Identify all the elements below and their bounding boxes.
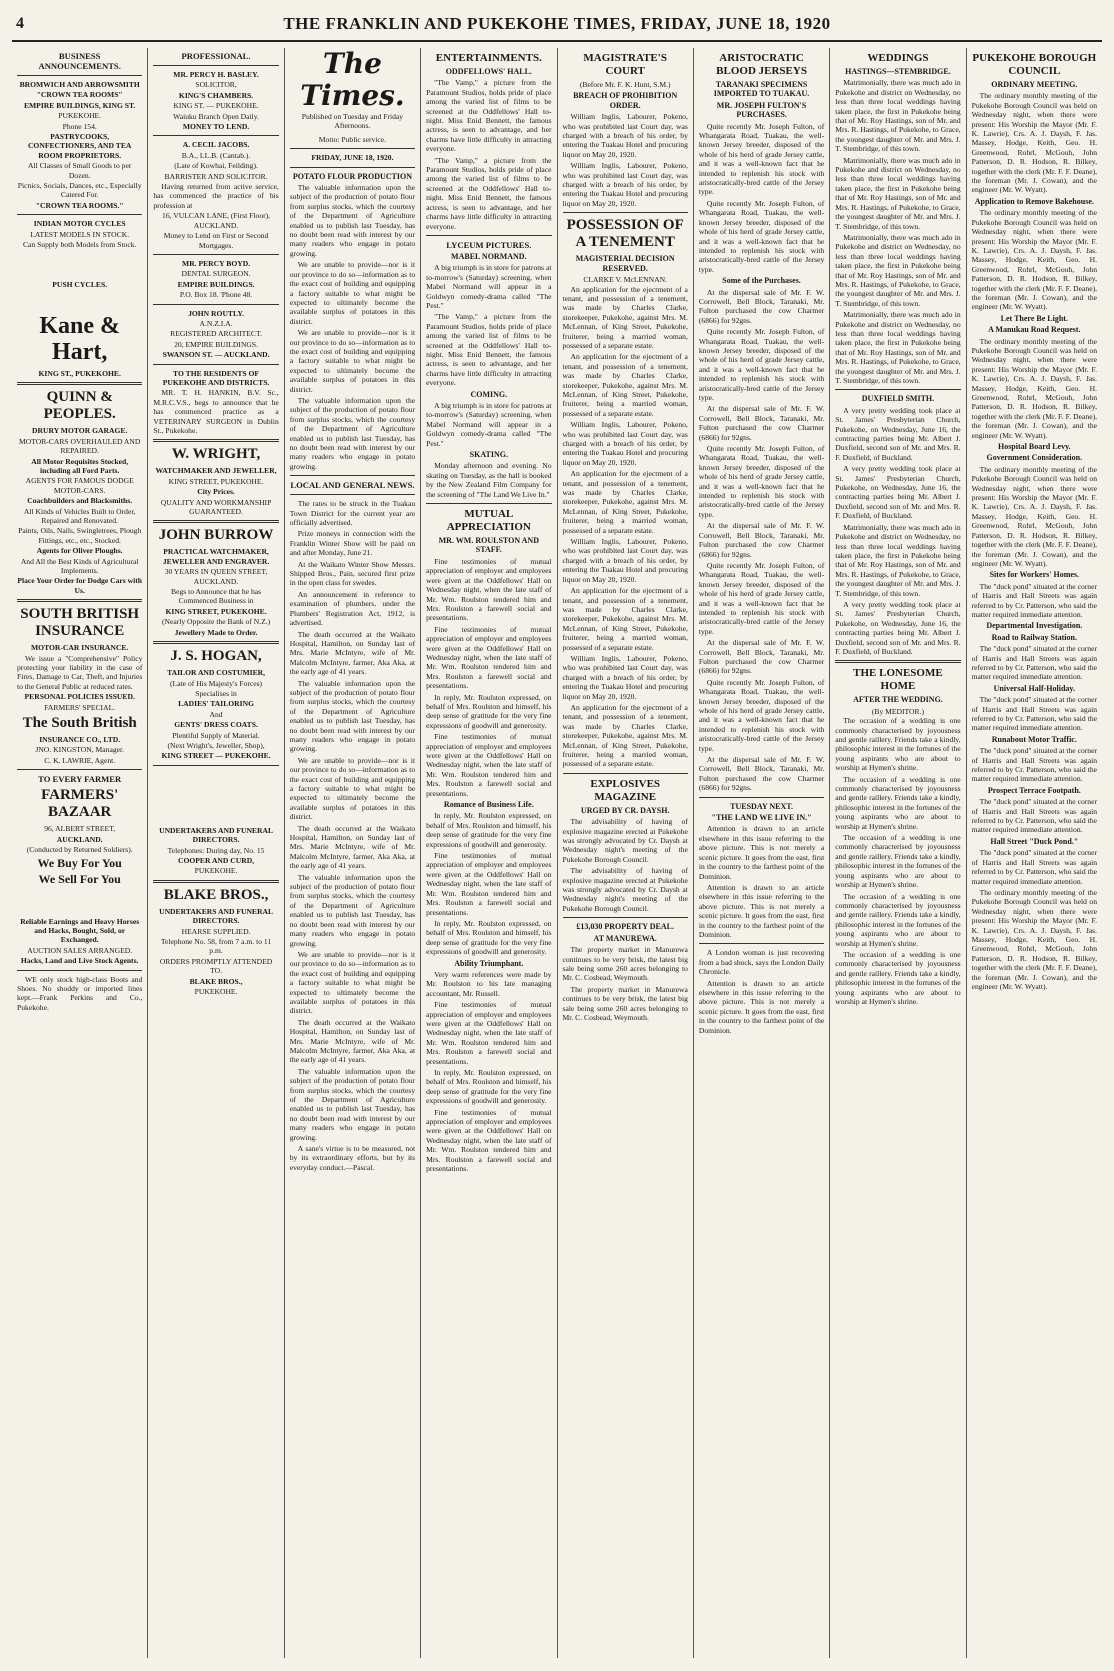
- masthead-title: THE FRANKLIN AND PUKEKOHE TIMES, FRIDAY, JUNE 18, 1920: [283, 14, 831, 33]
- borough-council-heading: PUKEKOHE BOROUGH COUNCIL: [972, 52, 1097, 77]
- nameplate: The Times.: [300, 48, 405, 112]
- issue-date: FRIDAY, JUNE 18, 1920.: [311, 153, 394, 163]
- burrow-title: JOHN BURROW: [158, 527, 274, 544]
- magistrates-court-heading: MAGISTRATE'S COURT: [583, 52, 667, 77]
- south-british-title: SOUTH BRITISH INSURANCE: [20, 606, 140, 640]
- tenement-heading: POSSESSION OF A TENEMENT: [566, 217, 684, 251]
- columns: [12, 48, 1102, 1658]
- crown-tea-rooms-ad: BROMWICH AND ARROWSMITH "CROWN TEA ROOMS" EMPIRE BUILDINGS, KING ST. PUKEKOHE. Phone 154. PASTRYCOOKS, CONFECTIONERS, AND TEA ROOM PROPRIETORS. All Classes of Small Goods to per Dozen. Picnics, Socials, Dances, etc., Especially Catered For. "CROWN TEA ROOMS.": [17, 80, 142, 210]
- quinn-peoples-title: QUINN & PEOPLES.: [43, 389, 116, 423]
- potato-flour-heading: POTATO FLOUR PRODUCTION: [292, 171, 412, 181]
- basley-ad: MR. PERCY H. BASLEY. SOLICITOR, KING'S CHAMBERS. KING ST. — PUKEKOHE. Waiuku Branch Open Daily. MONEY TO LEND.: [173, 70, 259, 132]
- local-news-heading: LOCAL AND GENERAL NEWS.: [290, 480, 415, 491]
- weddings-heading: WEDDINGS: [867, 52, 929, 64]
- column-7: WEDDINGS HASTINGS—STEMBRIDGE. Matrimonially, there was much ado in Pukekohe and district on Wednesday, no less than three local weddings having taken place, the first in Pukekohe being that of Mr. Roy Hastings, son of Mr. and Mrs. R. Hastings, of Pukekohe, to Grace, the youngest daughter of Mr. and Mrs. J. T. Stembridge, of this town. Matrimonially, there was much ado in Pukekohe and district on Wednesday, no less than three local weddings having taken place, the first in Pukekohe being that of Mr. Roy Hastings, son of Mr. and Mrs. R. Hastings, of Pukekohe, to Grace, the youngest daughter of Mr. and Mrs. J. T. Stembridge, of this town. Matrimonially, there was much ado in Pukekohe and district on Wednesday, no less than three local weddings having taken place, the first in Pukekohe being that of Mr. Roy Hastings, son of Mr. and Mrs. R. Hastings, of Pukekohe, to Grace, the youngest daughter of Mr. and Mrs. J. T. Stembridge, of this town. Matrimonially, there was much ado in Pukekohe and district on Wednesday, no less than three local weddings having taken place, the first in Pukekohe being that of Mr. Roy Hastings, son of Mr. and Mrs. R. Hastings, of Pukekohe, to Grace, the youngest daughter of Mr. and Mrs. J. T. Stembridge, of this town. DUXFIELD SMITH. A very pretty wedding took place at St. James' Presbyterian Church, Pukekohe, on Wednesday, June 16, the contracting parties being Mr. Albert J. Duxfield, second son of Mr. and Mrs. R. F. Duxfield, of Buckland. A very pretty wedding took place at St. James' Presbyterian Church, Pukekohe, on Wednesday, June 16, the contracting parties being Mr. Albert J. Duxfield, second son of Mr. and Mrs. R. F. Duxfield, of Buckland. Matrimonially, there was much ado in Pukekohe and district on Wednesday, no less than three local weddings having taken place, the first in Pukekohe being that of Mr. Roy Hastings, son of Mr. and Mrs. R. Hastings, of Pukekohe, to Grace, the youngest daughter of Mr. and Mrs. J. T. Stembridge, of this town. A very pretty wedding took place at St. James' Presbyterian Church, Pukekohe, on Wednesday, June 16, the contracting parties being Mr. Albert J. Duxfield, second son of Mr. and Mrs. R. F. Duxfield, of Buckland. THE LONESOME HOME AFTER THE WEDDING. (By MEDITOR.) The occasion of a wedding is one commonly characterised by joyousness and gentle raillery. Friends take a kindly, philosophic interest in the fortunes of the young aspirants who are about to worship at Hymen's shrine. The occasion of a wedding is one commonly characterised by joyousness and gentle raillery. Friends take a kindly, philosophic interest in the fortunes of the young aspirants who are about to worship at Hymen's shrine. The occasion of a wedding is one commonly characterised by joyousness and gentle raillery. Friends take a kindly, philosophic interest in the fortunes of the young aspirants who are about to worship at Hymen's shrine. The occasion of a wedding is one commonly characterised by joyousness and gentle raillery. Friends take a kindly, philosophic interest in the fortunes of the young aspirants who are about to worship at Hymen's shrine. The occasion of a wedding is one commonly characterised by joyousness and gentle raillery. Friends take a kindly, philosophic interest in the fortunes of the young aspirants who are about to worship at Hymen's shrine.: [830, 48, 966, 1658]
- column-5: MAGISTRATE'S COURT (Before Mr. F. K. Hunt, S.M.) BREACH OF PROHIBITION ORDER. William Inglis, Labourer, Pokeno, who was prohibited last Court day, was charged with a breach of his order, by entering the Tuakau Hotel and procuring liquor on May 20, 1920. William Inglis, Labourer, Pokeno, who was prohibited last Court day, was charged with a breach of his order, by entering the Tuakau Hotel and procuring liquor on May 20, 1920. POSSESSION OF A TENEMENT MAGISTERIAL DECISION RESERVED. CLARKE V. McLENNAN. An application for the ejectment of a tenant, and possession of a tenement, was made by Charles Clarke, storekeeper, Pukekohe, against Mrs. M. McLennan, of King Street, Pukekohe, fruiterer, being a married woman, possessed of a separate estate. An application for the ejectment of a tenant, and possession of a tenement, was made by Charles Clarke, storekeeper, Pukekohe, against Mrs. M. McLennan, of King Street, Pukekohe, fruiterer, being a married woman, possessed of a separate estate. William Inglis, Labourer, Pokeno, who was prohibited last Court day, was charged with a breach of his order, by entering the Tuakau Hotel and procuring liquor on May 20, 1920. An application for the ejectment of a tenant, and possession of a tenement, was made by Charles Clarke, storekeeper, Pukekohe, against Mrs. M. McLennan, of King Street, Pukekohe, fruiterer, being a married woman, possessed of a separate estate. William Inglis, Labourer, Pokeno, who was prohibited last Court day, was charged with a breach of his order, by entering the Tuakau Hotel and procuring liquor on May 20, 1920. An application for the ejectment of a tenant, and possession of a tenement, was made by Charles Clarke, storekeeper, Pukekohe, against Mrs. M. McLennan, of King Street, Pukekohe, fruiterer, being a married woman, possessed of a separate estate. William Inglis, Labourer, Pokeno, who was prohibited last Court day, was charged with a breach of his order, by entering the Tuakau Hotel and procuring liquor on May 20, 1920. An application for the ejectment of a tenant, and possession of a tenement, was made by Charles Clarke, storekeeper, Pukekohe, against Mrs. M. McLennan, of King Street, Pukekohe, fruiterer, being a married woman, possessed of a separate estate. EXPLOSIVES MAGAZINE URGED BY CR. DAYSH. The advisability of having of explosive magazine erected at Pukekohe was strongly advocated by Cr. Daysh at Wednesday night's meeting of the Pukekohe Borough Council. The advisability of having of explosive magazine erected at Pukekohe was strongly advocated by Cr. Daysh at Wednesday night's meeting of the Pukekohe Borough Council. £13,030 PROPERTY DEAL. AT MANUREWA. The property market in Manurewa continues to be very brisk, the latest big sale being some 260 acres belonging to Mr. C. Cosbead, Weymouth. The property market in Manurewa continues to be very brisk, the latest big sale being some 260 acres belonging to Mr. C. Cosbead, Weymouth.: [558, 48, 694, 1658]
- cooper-curd-ad: UNDERTAKERS AND FUNERAL DIRECTORS. Telephones: During day, No. 15 COOPER AND CURD, PUKEKOHE.: [159, 825, 274, 876]
- south-british-co-title: The South British: [22, 715, 137, 732]
- entertainments-heading: ENTERTAINMENTS.: [435, 52, 542, 64]
- column-2: PROFESSIONAL. MR. PERCY H. BASLEY. SOLICITOR, KING'S CHAMBERS. KING ST. — PUKEKOHE. Waiuku Branch Open Daily. MONEY TO LEND. A. CECIL JACOBS. B.A., LL.B. (Cantab.). (Late of Kowhai, Feilding). BARRISTER AND SOLICITOR. Having returned from active service, has commenced the practice of his profession at 16, VULCAN LANE, (First Floor), AUCKLAND. Money to Lend on First or Second Mortgages. MR. PERCY BOYD. DENTAL SURGEON. EMPIRE BUILDINGS. P.O. Box 18. 'Phone 48. JOHN ROUTLY. A.N.Z.I.A. REGISTERED ARCHITECT. 20, EMPIRE BUILDINGS. SWANSON ST. — AUCKLAND. TO THE RESIDENTS OF PUKEKOHE AND DISTRICTS. MR. T. H. HANKIN, B.V. Sc., M.R.C.V.S., begs to announce that he has commenced practice as a VETERINARY SURGEON in Dublin St., Pukekohe. W. WRIGHT, WATCHMAKER AND JEWELLER, KING STREET, PUKEKOHE. City Prices. QUALITY AND WORKMANSHIP GUARANTEED. JOHN BURROW PRACTICAL WATCHMAKER, JEWELLER AND ENGRAVER. 30 YEARS IN QUEEN STREET, AUCKLAND. Begs to Announce that he has Commenced Business in KING STREET, PUKEKOHE. (Nearly Opposite the Bank of N.Z.) Jewellery Made to Order. J. S. HOGAN, TAILOR AND COSTUMIER, (Late of His Majesty's Forces) Specialises in LADIES' TAILORING And GENTS' DRESS COATS. Plentiful Supply of Material. (Next Wright's, Jeweller, Shop), KING STREET — PUKEKOHE. UNDERTAKERS AND FUNERAL DIRECTORS. Telephones: During day, No. 15 COOPER AND CURD, PUKEKOHE. BLAKE BROS., UNDERTAKERS AND FUNERAL DIRECTORS. HEARSE SUPPLIED. Telephone No. 58, from 7 a.m. to 11 p.m. ORDERS PROMPTLY ATTENDED TO. BLAKE BROS., PUKEKOHE.: [148, 48, 284, 1658]
- business-heading: BUSINESS ANNOUNCEMENTS.: [38, 51, 121, 71]
- page-number: 4: [16, 15, 25, 32]
- column-4: ENTERTAINMENTS. ODDFELLOWS' HALL. "The Vamp," a picture from the Paramount Studios, holds pride of place among the varied list of films to be screened at the Oddfellows' Hall to-night. Miss Enid Bennett, the famous actress, is seen to advantage, and her charms have little difficulty in attracting everyone. "The Vamp," a picture from the Paramount Studios, holds pride of place among the varied list of films to be screened at the Oddfellows' Hall to-night. Miss Enid Bennett, the famous actress, is seen to advantage, and her charms have little difficulty in attracting everyone. LYCEUM PICTURES. MABEL NORMAND. A big triumph is in store for patrons at to-morrow's (Saturday) screening, when Mabel Normand will appear in a Goldwyn comedy-drama called "The Pest." "The Vamp," a picture from the Paramount Studios, holds pride of place among the varied list of films to be screened at the Oddfellows' Hall to-night. Miss Enid Bennett, the famous actress, is seen to advantage, and her charms have little difficulty in attracting everyone. COMING. A big triumph is in store for patrons at to-morrow's (Saturday) screening, when Mabel Normand will appear in a Goldwyn comedy-drama called "The Pest." SKATING. Monday afternoon and evening. No skating on Tuesday, as the hall is booked by the New Zealand Film Company for the screening of "The Land We Live In." MUTUAL APPRECIATION MR. WM. ROULSTON AND STAFF. Fine testimonies of mutual appreciation of employer and employees were given at the Oddfellows' Hall on Wednesday night, when the late staff of Mr. Wm. Roulston tendered him and Mrs. Roulston a farewell social and presentations. Fine testimonies of mutual appreciation of employer and employees were given at the Oddfellows' Hall on Wednesday night, when the late staff of Mr. Wm. Roulston tendered him and Mrs. Roulston a farewell social and presentations. In reply, Mr. Roulston expressed, on behalf of Mrs. Roulston and himself, his deep sense of gratitude for the very fine expressions of goodwill and generosity. Fine testimonies of mutual appreciation of employer and employees were given at the Oddfellows' Hall on Wednesday night, when the late staff of Mr. Wm. Roulston tendered him and Mrs. Roulston a farewell social and presentations. Romance of Business Life. In reply, Mr. Roulston expressed, on behalf of Mrs. Roulston and himself, his deep sense of gratitude for the very fine expressions of goodwill and generosity. Fine testimonies of mutual appreciation of employer and employees were given at the Oddfellows' Hall on Wednesday night, when the late staff of Mr. Wm. Roulston tendered him and Mrs. Roulston a farewell social and presentations. In reply, Mr. Roulston expressed, on behalf of Mrs. Roulston and himself, his deep sense of gratitude for the very fine expressions of goodwill and generosity. Ability Triumphant. Very warm references were made by Mr. Roulston to his late managing accountant, Mr. Russell. Fine testimonies of mutual appreciation of employer and employees were given at the Oddfellows' Hall on Wednesday night, when the late staff of Mr. Wm. Roulston tendered him and Mrs. Roulston a farewell social and presentations. In reply, Mr. Roulston expressed, on behalf of Mrs. Roulston and himself, his deep sense of gratitude for the very fine expressions of goodwill and generosity. Fine testimonies of mutual appreciation of employer and employees were given at the Oddfellows' Hall on Wednesday night, when the late staff of Mr. Wm. Roulston tendered him and Mrs. Roulston a farewell social and presentations.: [421, 48, 557, 1658]
- explosives-heading: EXPLOSIVES MAGAZINE: [590, 777, 661, 803]
- kane-hart-title: Kane & Hart,: [39, 312, 121, 365]
- masthead: [12, 8, 1102, 42]
- column-8: PUKEKOHE BOROUGH COUNCIL ORDINARY MEETING. The ordinary monthly meeting of the Pukekohe Borough Council was held on Wednesday night, when there were present: His Worship the Mayor (Mr. F. K. Lawrie), Crs. A. J. Daysh, F. Jas. Massey, Hodge, Keith, Geo. H. Greenwood, Rohrl, McGouh, John Patterson, D. R. Hodson, R. Bilkey, together with the clerk (Mr. F. F. Deane), the foreman (Mr. J. Cowan), and the engineer (Mr. W. Wyatt). Application to Remove Bakehouse. The ordinary monthly meeting of the Pukekohe Borough Council was held on Wednesday night, when there were present: His Worship the Mayor (Mr. F. K. Lawrie), Crs. A. J. Daysh, F. Jas. Massey, Hodge, Keith, Geo. H. Greenwood, Rohrl, McGouh, John Patterson, D. R. Hodson, R. Bilkey, together with the clerk (Mr. F. F. Deane), the foreman (Mr. J. Cowan), and the engineer (Mr. W. Wyatt). Let There Be Light. A Manukau Road Request. The ordinary monthly meeting of the Pukekohe Borough Council was held on Wednesday night, when there were present: His Worship the Mayor (Mr. F. K. Lawrie), Crs. A. J. Daysh, F. Jas. Massey, Hodge, Keith, Geo. H. Greenwood, Rohrl, McGouh, John Patterson, D. R. Hodson, R. Bilkey, together with the clerk (Mr. F. F. Deane), the foreman (Mr. J. Cowan), and the engineer (Mr. W. Wyatt). Hospital Board Levy. Government Consideration. The ordinary monthly meeting of the Pukekohe Borough Council was held on Wednesday night, when there were present: His Worship the Mayor (Mr. F. K. Lawrie), Crs. A. J. Daysh, F. Jas. Massey, Hodge, Keith, Geo. H. Greenwood, Rohrl, McGouh, John Patterson, D. R. Hodson, R. Bilkey, together with the clerk (Mr. F. F. Deane), the foreman (Mr. J. Cowan), and the engineer (Mr. W. Wyatt). Sites for Workers' Homes. The "duck pond" situated at the corner of Harris and Hall Streets was again referred to by Cr. Patterson, who said the matter required immediate attention. Departmental Investigation. Road to Railway Station. The "duck pond" situated at the corner of Harris and Hall Streets was again referred to by Cr. Patterson, who said the matter required immediate attention. Universal Half-Holiday. The "duck pond" situated at the corner of Harris and Hall Streets was again referred to by Cr. Patterson, who said the matter required immediate attention. Runabout Motor Traffic. The "duck pond" situated at the corner of Harris and Hall Streets was again referred to by Cr. Patterson, who said the matter required immediate attention. Prospect Terrace Footpath. The "duck pond" situated at the corner of Harris and Hall Streets was again referred to by Cr. Patterson, who said the matter required immediate attention. Hall Street "Duck Pond." The "duck pond" situated at the corner of Harris and Hall Streets was again referred to by Cr. Patterson, who said the matter required immediate attention. The ordinary monthly meeting of the Pukekohe Borough Council was held on Wednesday night, when there were present: His Worship the Mayor (Mr. F. K. Lawrie), Crs. A. J. Daysh, F. Jas. Massey, Hodge, Keith, Geo. H. Greenwood, Rohrl, McGouh, John Patterson, D. R. Hodson, R. Bilkey, together with the clerk (Mr. F. F. Deane), the foreman (Mr. J. Cowan), and the engineer (Mr. W. Wyatt).: [971, 52, 1097, 991]
- south-british-ad: MOTOR-CAR INSURANCE. We issue a "Comprehensive" Policy protecting your liability in the case of Fires, Damage to Car, Theft, and Injuries to the General Public at reduced rates. PERSONAL POLICIES ISSUED. FARMERS' SPECIAL.: [17, 643, 143, 712]
- professional-heading: PROFESSIONAL.: [181, 51, 251, 61]
- jacobs-ad: A. CECIL JACOBS. B.A., LL.B. (Cantab.). (Late of Kowhai, Feilding). BARRISTER AND SOLICITOR. Having returned from active service, has commenced the practice of his profession at 16, VULCAN LANE, (First Floor), AUCKLAND. Money to Lend on First or Second Mortgages.: [153, 140, 279, 250]
- column-6: ARISTOCRATIC BLOOD JERSEYS TARANAKI SPECIMENS IMPORTED TO TUAKAU. MR. JOSEPH FULTON'S PURCHASES. Quite recently Mr. Joseph Fulton, of Whangarata Road, Tuakau, the well-known Jersey breeder, disposed of the whole of his herd of grade Jersey cattle, and it was a well-known fact that he intended to replenish his stock with aristocratically-bred cattle of the Jersey type. Quite recently Mr. Joseph Fulton, of Whangarata Road, Tuakau, the well-known Jersey breeder, disposed of the whole of his herd of grade Jersey cattle, and it was a well-known fact that he intended to replenish his stock with aristocratically-bred cattle of the Jersey type. Some of the Purchases. At the dispersal sale of Mr. F. W. Corrowell, Bell Block, Taranaki, Mr. Fulton purchased the cow Charmer (6866) for 92gns. Quite recently Mr. Joseph Fulton, of Whangarata Road, Tuakau, the well-known Jersey breeder, disposed of the whole of his herd of grade Jersey cattle, and it was a well-known fact that he intended to replenish his stock with aristocratically-bred cattle of the Jersey type. At the dispersal sale of Mr. F. W. Corrowell, Bell Block, Taranaki, Mr. Fulton purchased the cow Charmer (6866) for 92gns. Quite recently Mr. Joseph Fulton, of Whangarata Road, Tuakau, the well-known Jersey breeder, disposed of the whole of his herd of grade Jersey cattle, and it was a well-known fact that he intended to replenish his stock with aristocratically-bred cattle of the Jersey type. At the dispersal sale of Mr. F. W. Corrowell, Bell Block, Taranaki, Mr. Fulton purchased the cow Charmer (6866) for 92gns. Quite recently Mr. Joseph Fulton, of Whangarata Road, Tuakau, the well-known Jersey breeder, disposed of the whole of his herd of grade Jersey cattle, and it was a well-known fact that he intended to replenish his stock with aristocratically-bred cattle of the Jersey type. At the dispersal sale of Mr. F. W. Corrowell, Bell Block, Taranaki, Mr. Fulton purchased the cow Charmer (6866) for 92gns. Quite recently Mr. Joseph Fulton, of Whangarata Road, Tuakau, the well-known Jersey breeder, disposed of the whole of his herd of grade Jersey cattle, and it was a well-known fact that he intended to replenish his stock with aristocratically-bred cattle of the Jersey type. At the dispersal sale of Mr. F. W. Corrowell, Bell Block, Taranaki, Mr. Fulton purchased the cow Charmer (6866) for 92gns. TUESDAY NEXT. "THE LAND WE LIVE IN." Attention is drawn to an article elsewhere in this issue referring to the above picture. This is not merely a scenic picture. It goes from the east, first in the country to the farthest point of the Dominion. Attention is drawn to an article elsewhere in this issue referring to the above picture. This is not merely a scenic picture. It goes from the east, first in the country to the farthest point of the Dominion. A London woman is just recovering from a bad shock, says the London Daily Chronicle. Attention is drawn to an article elsewhere in this issue referring to the above picture. This is not merely a scenic picture. It goes from the east, first in the country to the farthest point of the Dominion.: [694, 48, 830, 1658]
- quinn-peoples-ad: DRURY MOTOR GARAGE. MOTOR-CARS OVERHAULED AND REPAIRED. All Motor Requisites Stocked, including all Ford Parts. AGENTS FOR FAMOUS DODGE MOTOR-CARS. Coachbuilders and Blacksmiths. All Kinds of Vehicles Built to Order, Repaired and Renovated. Paints, Oils, Nails, Swingletrees, Plough Fittings, etc., etc., Stocked. Agents for Oliver Ploughs. And All the Best Kinds of Agricultural Implements. Place Your Order for Dodge Cars with Us.: [17, 426, 142, 595]
- column-3: The Times. Published on Tuesday and Friday Afternoons. Motto: Public service. FRIDAY, JUNE 18, 1920. POTATO FLOUR PRODUCTION The valuable information upon the subject of the production of potato flour from surplus stocks, which the courtesy of the Department of Agriculture enabled us to publish last Tuesday, has no doubt been read with interest by our many readers who engage in potato growing. We are unable to provide—nor is it our province to do so—information as to the exact cost of building and equipping a factory suitable to what might be expected to ultimately become the available surplus of potatoes in this district. We are unable to provide—nor is it our province to do so—information as to the exact cost of building and equipping a factory suitable to what might be expected to ultimately become the available surplus of potatoes in this district. The valuable information upon the subject of the production of potato flour from surplus stocks, which the courtesy of the Department of Agriculture enabled us to publish last Tuesday, has no doubt been read with interest by our many readers who engage in potato growing. LOCAL AND GENERAL NEWS. The rates to be struck in the Tuakau Town District for the current year are officially advertised. Prize moneys in connection with the Franklin Winter Show will be paid on and after Monday, June 21. At the Waikato Winter Show Messrs. Shipped Bros., Pain, secured first prize in the open class for swedes. An announcement in reference to examination of plumbers, under the Plumbers' Registration Act, 1912, is advertised. The death occurred at the Waikato Hospital, Hamilton, on Sunday last of Mrs. Marie McIntyre, wife of Mr. Malcolm McIntyre, farmer, Aka Aka, at the early age of 41 years. The valuable information upon the subject of the production of potato flour from surplus stocks, which the courtesy of the Department of Agriculture enabled us to publish last Tuesday, has no doubt been read with interest by our many readers who engage in potato growing. We are unable to provide—nor is it our province to do so—information as to the exact cost of building and equipping a factory suitable to what might be expected to ultimately become the available surplus of potatoes in this district. The death occurred at the Waikato Hospital, Hamilton, on Sunday last of Mrs. Marie McIntyre, wife of Mr. Malcolm McIntyre, farmer, Aka Aka, at the early age of 41 years. The valuable information upon the subject of the production of potato flour from surplus stocks, which the courtesy of the Department of Agriculture enabled us to publish last Tuesday, has no doubt been read with interest by our many readers who engage in potato growing. We are unable to provide—nor is it our province to do so—information as to the exact cost of building and equipping a factory suitable to what might be expected to ultimately become the available surplus of potatoes in this district. The death occurred at the Waikato Hospital, Hamilton, on Sunday last of Mrs. Marie McIntyre, wife of Mr. Malcolm McIntyre, farmer, Aka Aka, at the early age of 41 years. The valuable information upon the subject of the production of potato flour from surplus stocks, which the courtesy of the Department of Agriculture enabled us to publish last Tuesday, has no doubt been read with interest by our many readers who engage in potato growing. A sane's virtue is to be measured, not by its extraordinary efforts, but by its everyday conduct.—Pascal.: [285, 48, 421, 1658]
- mutual-appreciation-heading: MUTUAL APPRECIATION: [446, 508, 531, 534]
- boyd-ad: MR. PERCY BOYD. DENTAL SURGEON. EMPIRE BUILDINGS. P.O. Box 18. 'Phone 48.: [177, 258, 255, 300]
- blake-title: BLAKE BROS.,: [163, 886, 269, 903]
- jerseys-heading: ARISTOCRATIC BLOOD JERSEYS: [716, 52, 807, 77]
- indian-motor-cycles-ad: INDIAN MOTOR CYCLES LATEST MODELS IN STOCK. Can Supply both Models from Stock. PUSH CYCLES.: [22, 219, 137, 289]
- farmers-bazaar-title: FARMERS' BAZAAR: [41, 787, 119, 821]
- wright-title: W. WRIGHT,: [171, 446, 261, 463]
- farmers-bazaar-ad: 96, ALBERT STREET, AUCKLAND. (Conducted by Returned Soldiers). We Buy For You We Sell For You Reliable Earnings and Heavy Horses and Hacks, Bought, Sold, or Exchanged. AUCTION SALES ARRANGED. Hacks, Land and Live Stock Agents. WE only stock high-class Boots and Shoes. No shoddy or imported lines kept.—Frank Perkins and Co., Pukekohe.: [17, 824, 143, 1012]
- routly-ad: JOHN ROUTLY. A.N.Z.I.A. REGISTERED ARCHITECT. 20, EMPIRE BUILDINGS. SWANSON ST. — AUCKLAND.: [162, 308, 270, 360]
- hankin-ad: TO THE RESIDENTS OF PUKEKOHE AND DISTRICTS. MR. T. H. HANKIN, B.V. Sc., M.R.C.V.S., begs to announce that he has commenced practice as a VETERINARY SURGEON in Dublin St., Pukekohe.: [153, 368, 279, 435]
- lonesome-home-heading: THE LONESOME HOME: [853, 667, 943, 693]
- hogan-title: J. S. HOGAN,: [170, 648, 262, 665]
- every-farmer-heading: TO EVERY FARMER: [38, 774, 122, 785]
- column-1: BUSINESS ANNOUNCEMENTS. BROMWICH AND ARROWSMITH "CROWN TEA ROOMS" EMPIRE BUILDINGS, KING ST. PUKEKOHE. Phone 154. PASTRYCOOKS, CONFECTIONERS, AND TEA ROOM PROPRIETORS. All Classes of Small Goods to per Dozen. Picnics, Socials, Dances, etc., Especially Catered For. "CROWN TEA ROOMS." INDIAN MOTOR CYCLES LATEST MODELS IN STOCK. Can Supply both Models from Stock. PUSH CYCLES. Kane & Hart, KING ST., PUKEKOHE. QUINN & PEOPLES. DRURY MOTOR GARAGE. MOTOR-CARS OVERHAULED AND REPAIRED. All Motor Requisites Stocked, including all Ford Parts. AGENTS FOR FAMOUS DODGE MOTOR-CARS. Coachbuilders and Blacksmiths. All Kinds of Vehicles Built to Order, Repaired and Renovated. Paints, Oils, Nails, Swingletrees, Plough Fittings, etc., etc., Stocked. Agents for Oliver Ploughs. And All the Best Kinds of Agricultural Implements. Place Your Order for Dodge Cars with Us. SOUTH BRITISH INSURANCE MOTOR-CAR INSURANCE. We issue a "Comprehensive" Policy protecting your liability in the case of Fires, Damage to Car, Theft, and Injuries to the General Public at reduced rates. PERSONAL POLICIES ISSUED. FARMERS' SPECIAL. The South British INSURANCE CO., LTD. JNO. KINGSTON, Manager. C. K. LAWRIE, Agent. TO EVERY FARMER FARMERS' BAZAAR 96, ALBERT STREET, AUCKLAND. (Conducted by Returned Soldiers). We Buy For You We Sell For You Reliable Earnings and Heavy Horses and Hacks, Bought, Sold, or Exchanged. AUCTION SALES ARRANGED. Hacks, Land and Live Stock Agents. WE only stock high-class Boots and Shoes. No shoddy or imported lines kept.—Frank Perkins and Co., Pukekohe.: [12, 48, 148, 1658]
